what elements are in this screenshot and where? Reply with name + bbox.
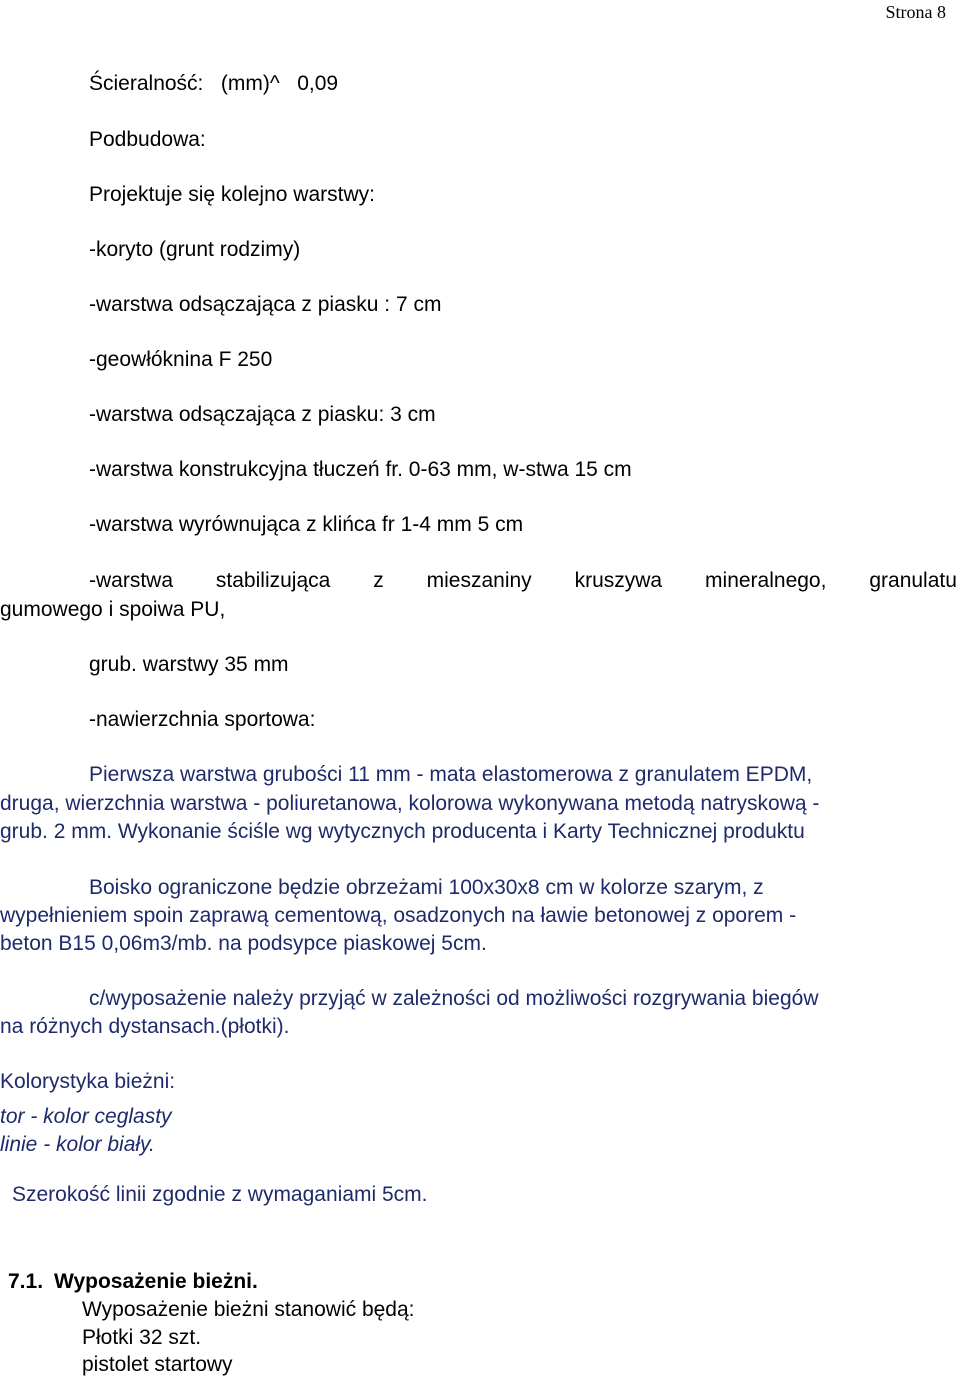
word: mineralnego, [705,569,827,592]
base-heading: Podbudowa: [89,128,206,151]
color-lines: linie - kolor biały. [0,1133,155,1156]
surface-description-line: druga, wierzchnia warstwa - poliuretanowa, kolorowa wykonywana metodą natryskową - [0,792,820,815]
curb-paragraph-line: Boisko ograniczone będzie obrzeżami 100x30x8 cm w kolorze szarym, z [89,876,764,899]
word: kruszywa [574,569,663,592]
layer-item: -geowłóknina F 250 [89,348,273,371]
word: z [373,569,384,592]
layer-thickness: grub. warstwy 35 mm [89,653,289,676]
equipment-item: pistolet startowy [82,1353,233,1376]
section-number: 7.1. [8,1270,44,1293]
colors-heading: Kolorystyka bieżni: [0,1070,176,1093]
line-width-note: Szerokość linii zgodnie z wymaganiami 5cm. [12,1183,428,1206]
layer-item: -koryto (grunt rodzimy) [89,238,301,261]
section-title: Wyposażenie bieżni. [54,1270,258,1293]
word: stabilizująca [215,569,331,592]
layer-item: -warstwa odsączająca z piasku: 3 cm [89,403,436,426]
layer-item: -warstwa odsączająca z piasku : 7 cm [89,293,442,316]
curb-paragraph-line: wypełnieniem spoin zaprawą cementową, osadzonych na ławie betonowej z oporem - [0,904,797,927]
word: -warstwa [89,569,174,592]
surface-heading: -nawierzchnia sportowa: [89,708,316,731]
layers-intro: Projektuje się kolejno warstwy: [89,183,375,206]
layer-item-stabilizing [89,569,957,593]
word: mieszaniny [426,569,532,592]
equipment-intro: Wyposażenie bieżni stanowić będą: [82,1298,415,1321]
layer-item-continuation: gumowego i spoiwa PU, [0,598,226,621]
color-track: tor - kolor ceglasty [0,1105,172,1128]
word: granulatu [869,569,957,592]
layer-item: -warstwa wyrównująca z klińca fr 1-4 mm 5 cm [89,513,524,536]
surface-description-line: grub. 2 mm. Wykonanie ściśle wg wytycznych producenta i Karty Technicznej produktu [0,820,805,843]
layer-item: -warstwa konstrukcyjna tłuczeń fr. 0-63 mm, w-stwa 15 cm [89,458,632,481]
page-header-label: Strona 8 [885,2,946,22]
equipment-paragraph-line: c/wyposażenie należy przyjąć w zależności od możliwości rozgrywania biegów [89,987,819,1010]
abrasion-line: Ścieralność: (mm)^ 0,09 [89,72,339,95]
curb-paragraph-line: beton B15 0,06m3/mb. na podsypce piaskowej 5cm. [0,932,487,955]
equipment-paragraph-line: na różnych dystansach.(płotki). [0,1015,290,1038]
equipment-item: Płotki 32 szt. [82,1326,202,1349]
surface-description-line: Pierwsza warstwa grubości 11 mm - mata elastomerowa z granulatem EPDM, [89,763,813,786]
